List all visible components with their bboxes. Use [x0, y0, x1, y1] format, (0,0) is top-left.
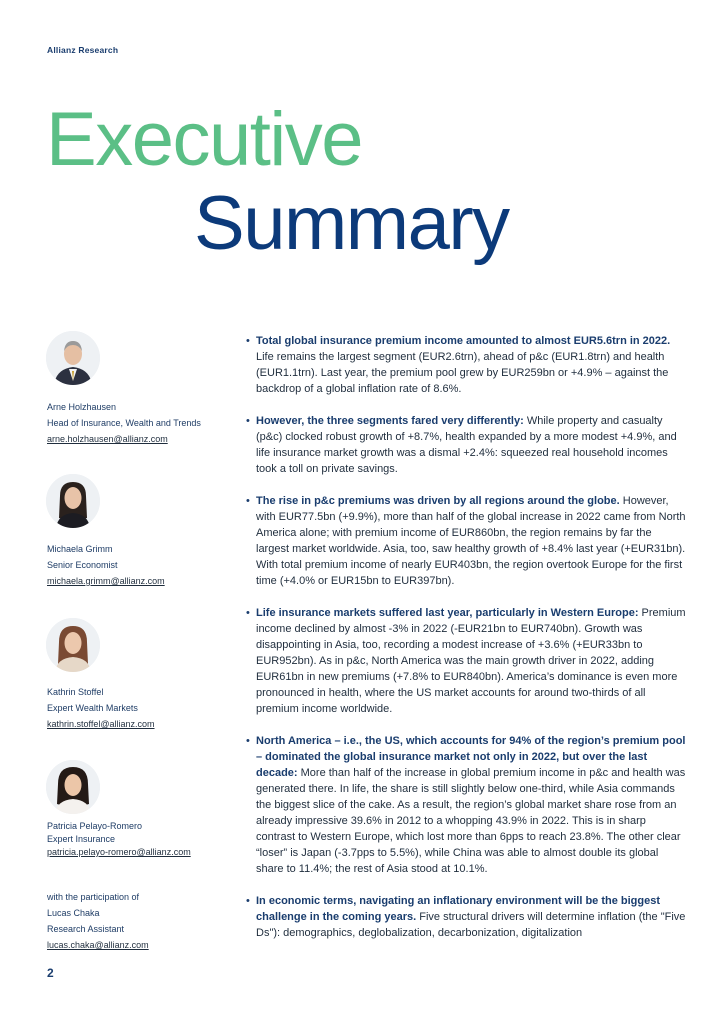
author-role: Expert Insurance	[47, 834, 116, 844]
avatar-author-2	[46, 474, 100, 528]
bullet-dot: •	[246, 607, 250, 619]
participation-intro: with the participation of	[47, 892, 140, 902]
author-email-link[interactable]: patricia.pelayo-romero@allianz.com	[47, 847, 191, 857]
avatar-author-4	[46, 760, 100, 814]
bullet-dot: •	[246, 495, 250, 507]
bullet-lead: The rise in p&c premiums was driven by all regions around the globe.	[256, 495, 620, 507]
bullet-body: More than half of the increase in global premium income in p&c and health was generated there. In life, the share is still slightly below one-third, while Asia commands the biggest slice of the cake. As a result, the region’s global market share rose from an already impressive 39.6% in 2012 to a whopping 43.9% in 2022. This is in sharp contrast to Western Europe, which lost more than 6pps to reach 23.8%. The other clear “loser” is Japan (-3.7pps to 5.5%), while China was able to almost double its global share to 11.4%; the rest of Asia stood at 10.1%.	[256, 767, 686, 875]
bullet-body: Life remains the largest segment (EUR2.6trn), ahead of p&c (EUR1.8trn) and health (EUR1.1trn). Last year, the premium pool grew by EUR259bn or +4.9% – against the backdrop of a global inflation rate of 8.6%.	[256, 351, 669, 395]
author-name: Patricia Pelayo-Romero	[47, 821, 143, 831]
author-1	[47, 399, 237, 447]
participation	[47, 889, 237, 953]
summary-bullet	[246, 893, 686, 941]
author-name: Michaela Grimm	[47, 544, 113, 554]
author-role: Senior Economist	[47, 560, 118, 570]
author-email-link[interactable]: lucas.chaka@allianz.com	[47, 940, 149, 950]
bullet-dot: •	[246, 335, 250, 347]
bullet-body: Five structural drivers will determine inflation (the "Five Ds"): demographics, deglobalization, decarbonization, digitalization	[256, 911, 686, 939]
bullet-lead: However, the three segments fared very differently:	[256, 415, 524, 427]
author-4	[47, 820, 237, 859]
author-name: Arne Holzhausen	[47, 402, 117, 412]
summary-bullets	[246, 333, 686, 957]
summary-bullet	[246, 493, 686, 589]
title-line-1: Executive	[46, 97, 362, 182]
bullet-lead: North America – i.e., the US, which accounts for 94% of the region’s premium pool – dominated the global insurance market not only in 2022, but over the last decade:	[256, 735, 686, 779]
avatar-author-1	[46, 331, 100, 385]
author-email-link[interactable]: michaela.grimm@allianz.com	[47, 576, 165, 586]
bullet-dot: •	[246, 895, 250, 907]
summary-bullet	[246, 333, 686, 397]
title-line-2: Summary	[194, 181, 509, 266]
bullet-body: While property and casualty (p&c) clocked robust growth of +8.7%, health expanded by a more modest +4.9%, and life insurance market growth was a dismal +2.4%: squeezed real household incomes took a toll on private savings.	[256, 415, 677, 475]
author-name: Lucas Chaka	[47, 908, 100, 918]
bullet-lead: In economic terms, navigating an inflationary environment will be the biggest challenge in the coming years.	[256, 895, 661, 923]
summary-bullet	[246, 605, 686, 717]
author-name: Kathrin Stoffel	[47, 687, 104, 697]
author-role: Expert Wealth Markets	[47, 703, 138, 713]
author-2	[47, 541, 237, 589]
bullet-dot: •	[246, 415, 250, 427]
bullet-lead: Total global insurance premium income amounted to almost EUR5.6trn in 2022.	[256, 335, 671, 347]
author-role: Research Assistant	[47, 924, 125, 934]
avatar-author-3	[46, 618, 100, 672]
summary-bullet	[246, 413, 686, 477]
bullet-body: Premium income declined by almost -3% in 2022 (-EUR21bn to EUR740bn). Growth was disappointing in Asia, too, recording a modest increase of +3.6% (+EUR33bn to EUR952bn). As in p&c, North America was the main growth driver in 2022, adding EUR61bn in new premiums (+7.8% to EUR840bn). America’s dominance is even more pronounced in health, where the US market accounts for around two-thirds of all premium income worldwide.	[256, 607, 686, 715]
bullet-body: However, with EUR77.5bn (+9.9%), more than half of the global increase in 2022 came from North America alone; with premium income of EUR860bn, the region remains by far the largest market worldwide. Asia, too, saw healthy growth of +8.4% last year (+EUR31bn). With total premium income of nearly EUR403bn, the region overtook Europe for the first time (+4.0% or EUR15bn to EUR397bn).	[256, 495, 686, 587]
author-role: Head of Insurance, Wealth and Trends	[47, 418, 201, 428]
bullet-dot: •	[246, 735, 250, 747]
bullet-lead: Life insurance markets suffered last year, particularly in Western Europe:	[256, 607, 639, 619]
author-email-link[interactable]: kathrin.stoffel@allianz.com	[47, 719, 155, 729]
author-email-link[interactable]: arne.holzhausen@allianz.com	[47, 434, 168, 444]
author-3	[47, 684, 237, 732]
summary-bullet	[246, 733, 686, 877]
page-number: 2	[47, 966, 54, 980]
header-label: Allianz Research	[47, 45, 119, 55]
